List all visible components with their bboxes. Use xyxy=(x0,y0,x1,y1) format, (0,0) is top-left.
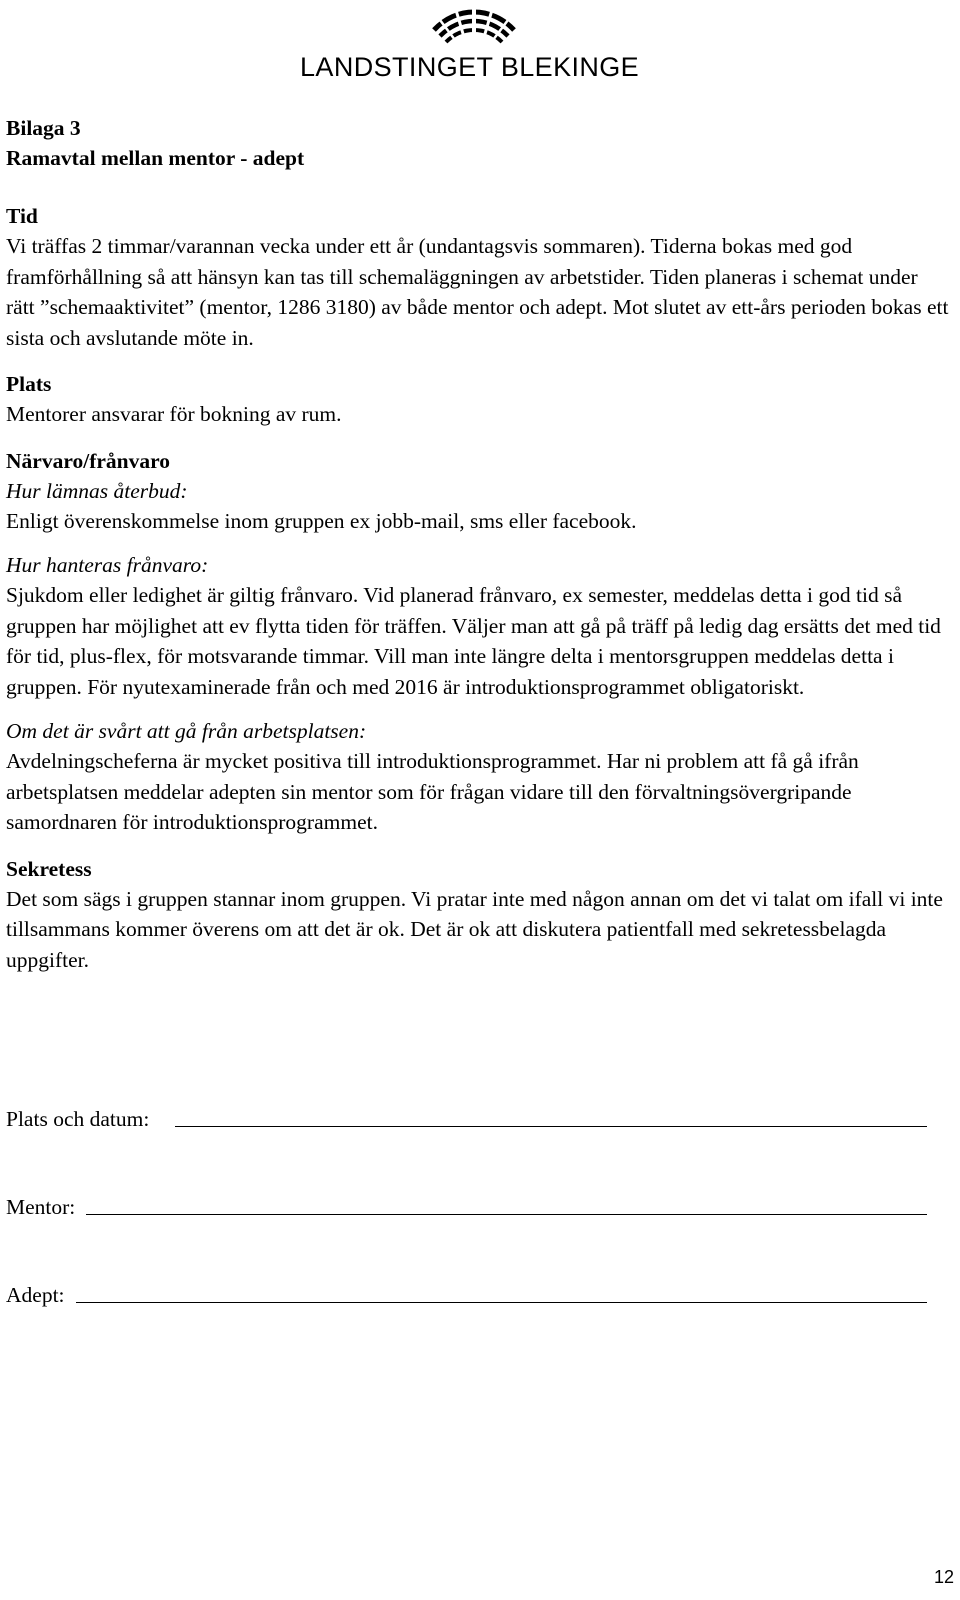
section-heading: Tid xyxy=(6,204,38,228)
section-heading: Närvaro/frånvaro xyxy=(6,448,171,473)
logo-wordmark: LANDSTINGET BLEKINGE xyxy=(300,52,640,82)
subheading-franvaro: Hur hanteras frånvaro: xyxy=(6,553,209,577)
section-text: Mentorer ansvarar för bokning av rum. xyxy=(6,402,342,426)
section-text: Sjukdom eller ledighet är giltig frånvaro. Vid planerad frånvaro, ex semester, meddelas detta i god tid så gruppen har möjlighet att ev flytta tiden för träffen. Väljer man att gå på träff på ledig dag ersätts det med tid för tid, plus-flex, för motsvarande timmar. Vill man inte längre delta i mentorsgruppen meddelas detta i gruppen. För nyutexaminerade från och med 2016 är introduktionsprogrammet obligatoriskt. xyxy=(6,583,941,699)
section-plats xyxy=(6,369,951,430)
logo-emblem-icon xyxy=(426,2,522,46)
document-title: Ramavtal mellan mentor - adept xyxy=(6,146,305,170)
section-tid xyxy=(6,201,951,353)
section-text: Enligt överenskommelse inom gruppen ex jobb-mail, sms eller facebook. xyxy=(6,508,637,533)
place-date-label: Plats och datum: xyxy=(6,1107,150,1131)
section-narvaro-franvaro xyxy=(6,446,951,838)
appendix-label: Bilaga 3 xyxy=(6,116,81,140)
subheading-aterbud: Hur lämnas återbud: xyxy=(6,478,188,503)
subheading-arbetsplatsen: Om det är svårt att gå från arbetsplatsen: xyxy=(6,719,367,743)
place-date-signature-line[interactable] xyxy=(175,1126,927,1127)
page-number: 12 xyxy=(933,1567,954,1587)
section-text: Vi träffas 2 timmar/varannan vecka under ett år (undantagsvis sommaren). Tiderna bokas med god framförhållning så att hänsyn kan tas till schemaläggningen av arbetstider. Tiden planeras i schemat under rätt ”schemaaktivitet” (mentor, 1286 3180) av både mentor och adept. Mot slutet av ett-års perioden bokas ett sista och avslutande möte in. xyxy=(6,234,949,350)
section-heading: Plats xyxy=(6,372,52,396)
mentor-label: Mentor: xyxy=(6,1195,76,1219)
section-text: Det som sägs i gruppen stannar inom gruppen. Vi pratar inte med någon annan om det vi talat om ifall vi inte tillsammans kommer överens om att det är ok. Det är ok att diskutera patientfall med sekretessbelagda uppgifter. xyxy=(6,886,943,972)
adept-label: Adept: xyxy=(6,1283,65,1307)
section-sekretess xyxy=(6,854,951,976)
mentor-signature-line[interactable] xyxy=(86,1214,927,1215)
section-heading: Sekretess xyxy=(6,856,92,881)
adept-signature-line[interactable] xyxy=(76,1302,927,1303)
landstinget-blekinge-logo xyxy=(300,2,662,86)
document-body xyxy=(6,113,951,975)
section-text: Avdelningscheferna är mycket positiva till introduktionsprogrammet. Har ni problem att få gå ifrån arbetsplatsen meddelar adepten sin mentor som för frågan vidare till den förvaltningsövergripande samordnaren för introduktionsprogrammet. xyxy=(6,749,859,834)
